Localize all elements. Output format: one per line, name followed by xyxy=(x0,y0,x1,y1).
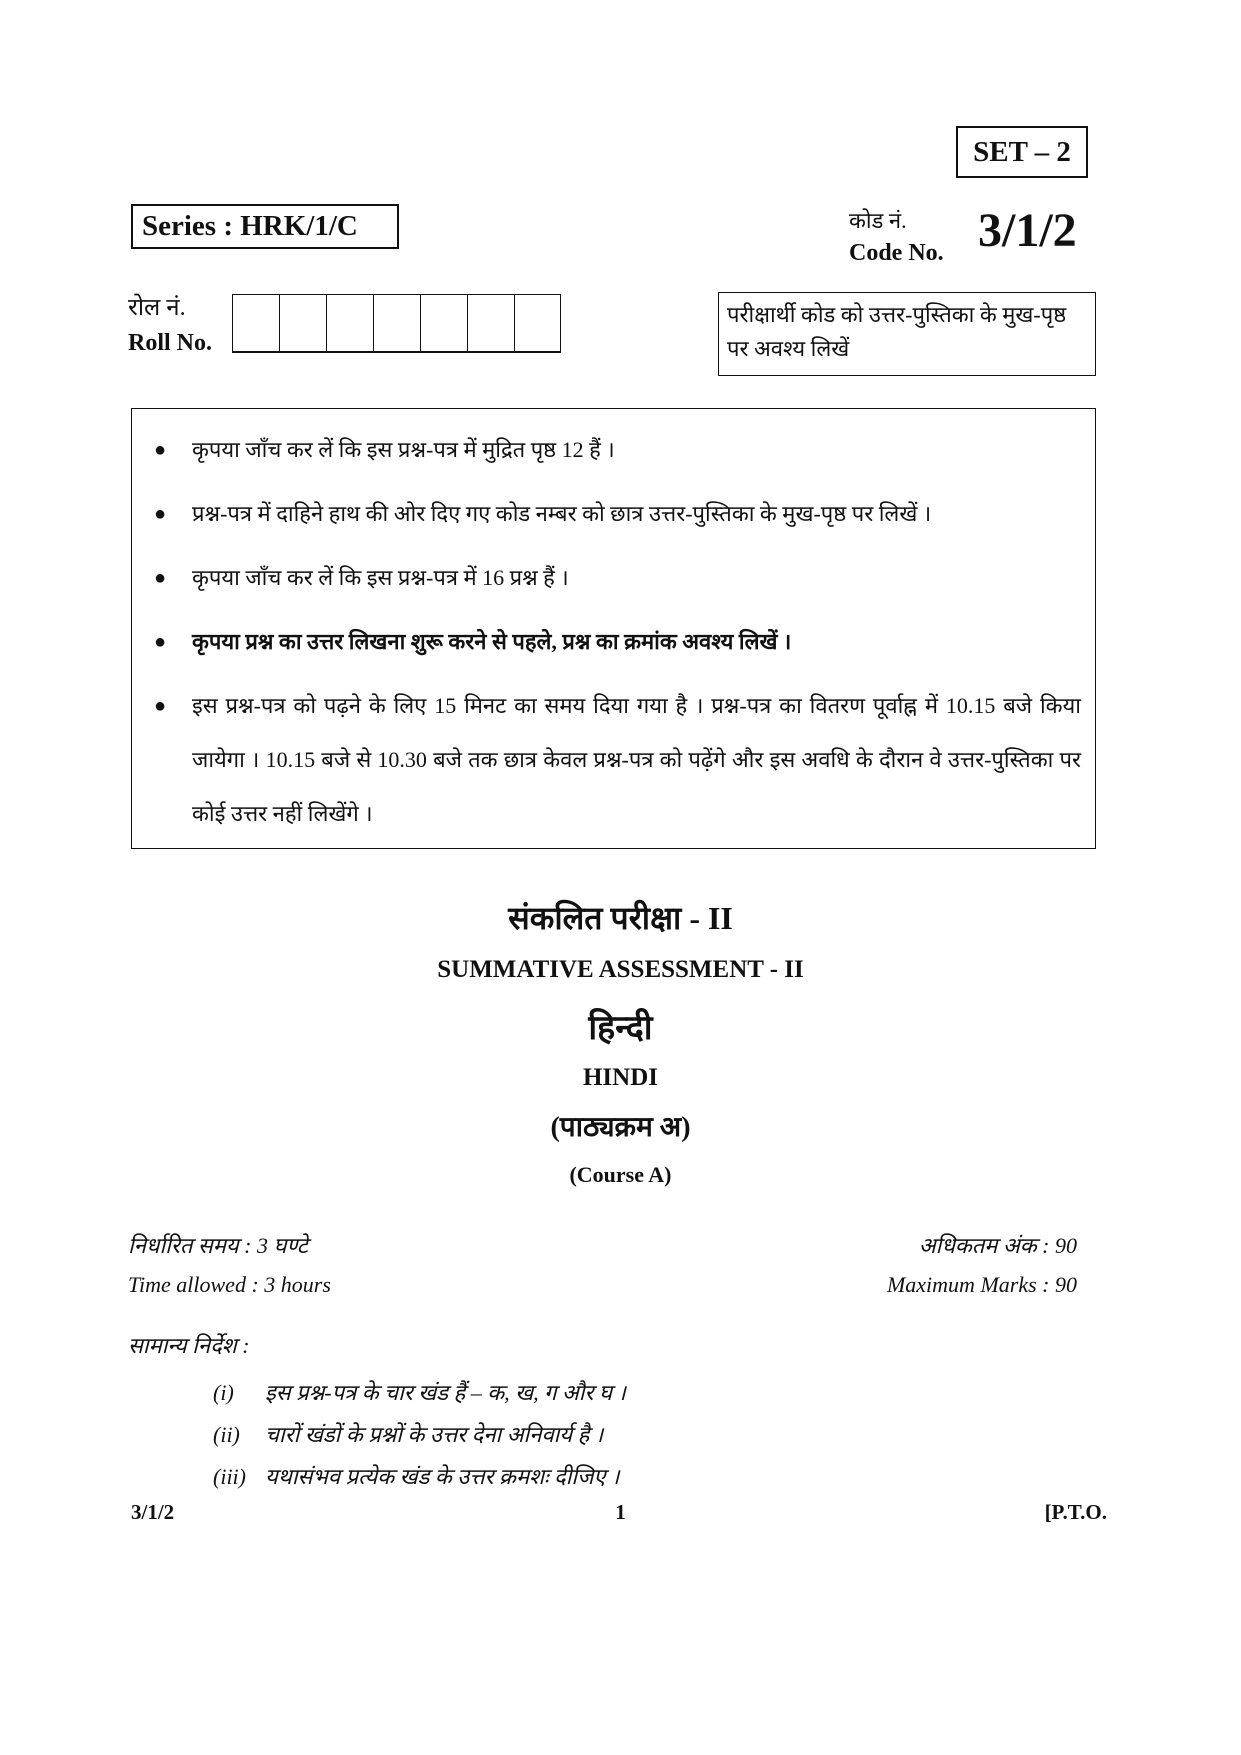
footer-code: 3/1/2 xyxy=(131,1500,175,1524)
general-instruction-item xyxy=(213,1456,626,1498)
instructions-box xyxy=(131,408,1096,849)
maximum-marks-hindi: अधिकतम अंक : 90 xyxy=(918,1233,1077,1258)
item-text: इस प्रश्न-पत्र के चार खंड हैं – क, ख, ग और घ । xyxy=(265,1380,626,1405)
subject-hindi: हिन्दी xyxy=(588,1010,653,1047)
page-number: 1 xyxy=(615,1500,626,1524)
pto-label: [P.T.O. xyxy=(1044,1500,1107,1524)
item-number: (iii) xyxy=(213,1464,246,1489)
subject-english: HINDI xyxy=(582,1064,658,1091)
general-instruction-item xyxy=(213,1372,626,1414)
roll-number-cell[interactable] xyxy=(373,295,420,351)
item-number: (i) xyxy=(213,1380,234,1405)
roll-number-cell[interactable] xyxy=(232,295,279,351)
bullet-icon: ● xyxy=(154,439,167,461)
instruction-item xyxy=(132,551,1095,615)
roll-number-cell[interactable] xyxy=(279,295,326,351)
instruction-text: कृपया जाँच कर लें कि इस प्रश्न-पत्र में 16 प्रश्न हैं । xyxy=(192,565,569,590)
code-number: 3/1/2 xyxy=(978,204,1077,257)
code-label-hindi: कोड नं. xyxy=(849,208,907,233)
general-instructions-title: सामान्य निर्देश : xyxy=(128,1333,250,1358)
time-allowed-english: Time allowed : 3 hours xyxy=(128,1272,331,1297)
general-instructions-list xyxy=(213,1372,626,1498)
maximum-marks-english: Maximum Marks : 90 xyxy=(886,1272,1077,1297)
roll-number-grid xyxy=(232,294,561,353)
roll-label-hindi: रोल नं. xyxy=(128,295,186,321)
roll-number-cell[interactable] xyxy=(514,295,561,351)
instructions-list xyxy=(132,423,1095,841)
instruction-item xyxy=(132,615,1095,679)
instruction-text: प्रश्न-पत्र में दाहिने हाथ की ओर दिए गए कोड नम्बर को छात्र उत्तर-पुस्तिका के मुख-पृष्ठ पर लिखें । xyxy=(192,501,932,526)
instruction-text: कृपया प्रश्न का उत्तर लिखना शुरू करने से पहले, प्रश्न का क्रमांक अवश्य लिखें । xyxy=(192,629,792,654)
instruction-text: कृपया जाँच कर लें कि इस प्रश्न-पत्र में मुद्रित पृष्ठ 12 हैं । xyxy=(192,437,615,462)
candidate-code-note: परीक्षार्थी कोड को उत्तर-पुस्तिका के मुख-पृष्ठ पर अवश्य लिखें xyxy=(718,292,1096,376)
item-number: (ii) xyxy=(213,1422,240,1447)
series-label: Series : HRK/1/C xyxy=(131,204,399,249)
roll-number-cell[interactable] xyxy=(467,295,514,351)
instruction-item xyxy=(132,487,1095,551)
course-english: (Course A) xyxy=(569,1162,672,1187)
time-allowed-hindi: निर्धारित समय : 3 घण्टे xyxy=(128,1233,308,1258)
bullet-icon: ● xyxy=(154,567,167,589)
item-text: चारों खंडों के प्रश्नों के उत्तर देना अनिवार्य है । xyxy=(265,1422,604,1447)
item-text: यथासंभव प्रत्येक खंड के उत्तर क्रमशः दीजिए । xyxy=(265,1464,620,1489)
code-label-english: Code No. xyxy=(849,240,944,266)
roll-number-cell[interactable] xyxy=(326,295,373,351)
instruction-item xyxy=(132,679,1095,841)
instruction-item xyxy=(132,423,1095,487)
set-label: SET – 2 xyxy=(956,126,1088,178)
general-instruction-item xyxy=(213,1414,626,1456)
bullet-icon: ● xyxy=(154,503,167,525)
instruction-text: इस प्रश्न-पत्र को पढ़ने के लिए 15 मिनट का समय दिया गया है । प्रश्न-पत्र का वितरण पूर्वाह्न में 10.15 बजे किया जायेगा । 10.15 बजे से 10.30 बजे तक छात्र केवल प्रश्न-पत्र को पढ़ेंगे और इस अवधि के दौरान वे उत्तर-पुस्तिका पर कोई उत्तर नहीं लिखेंगे । xyxy=(192,693,1081,826)
exam-title-hindi: संकलित परीक्षा - II xyxy=(508,900,733,936)
exam-title-english: SUMMATIVE ASSESSMENT - II xyxy=(437,956,804,983)
roll-number-cell[interactable] xyxy=(420,295,467,351)
course-hindi: (पाठ्यक्रम अ) xyxy=(550,1112,691,1143)
roll-label-english: Roll No. xyxy=(128,330,212,356)
bullet-icon: ● xyxy=(154,695,167,717)
bullet-icon: ● xyxy=(154,631,167,653)
